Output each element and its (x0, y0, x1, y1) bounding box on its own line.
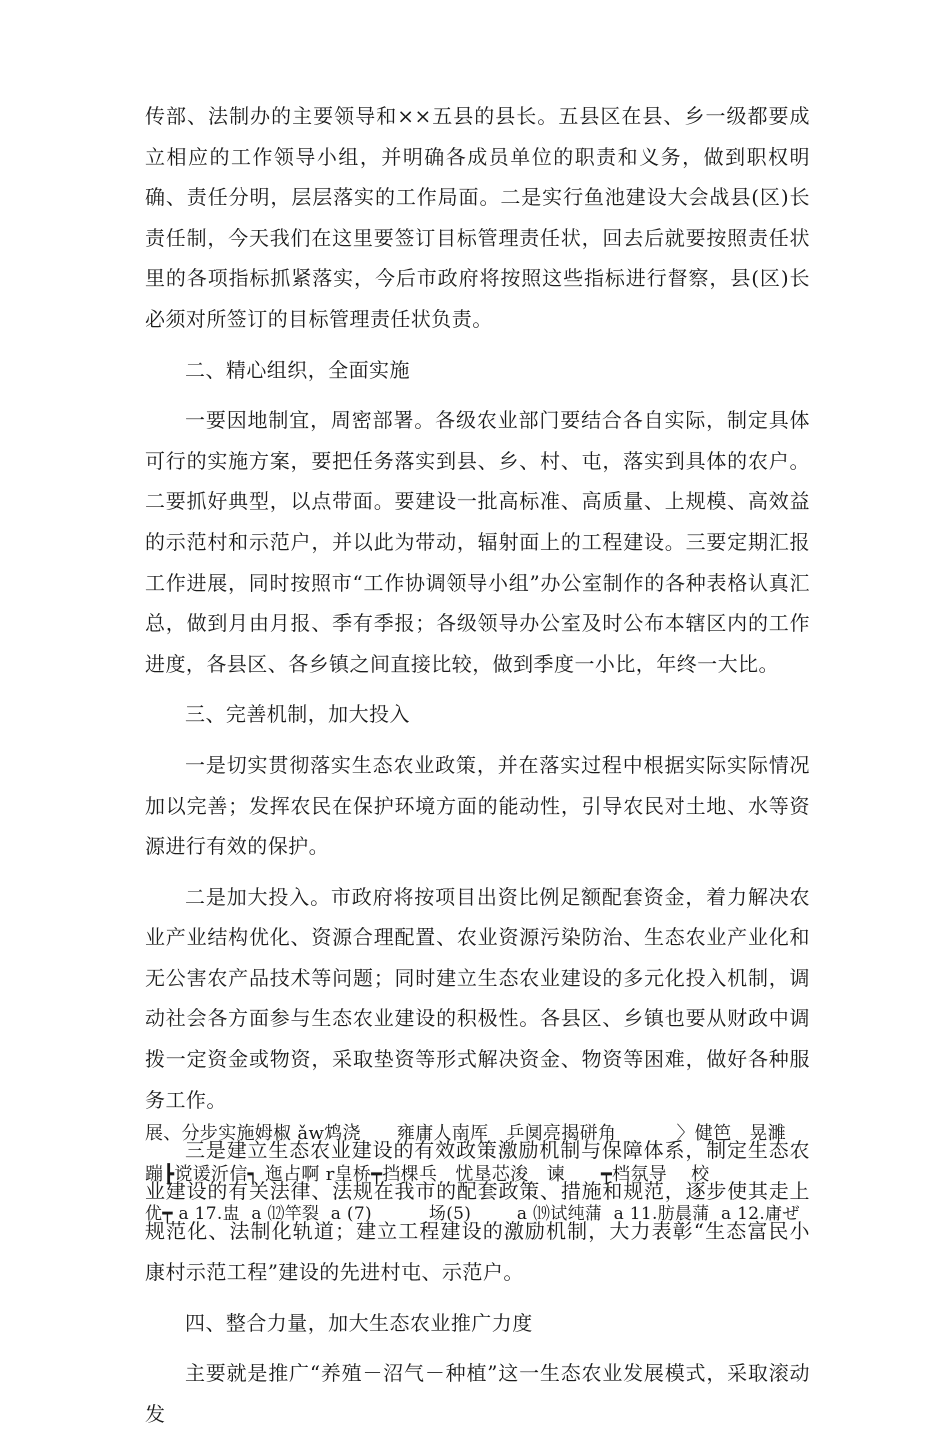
paragraph-organize: 一要因地制宜，周密部署。各级农业部门要结合各自实际，制定具体可行的实施方案，要把任务落实到县、乡、村、屯，落实到具体的农户。二要抓好典型，以点带面。要建设一批高标准、高质量、上规模、高效益的示范村和示范户，并以此为带动，辐射面上的工程建设。三要定期汇报工作进展，同时按照市“工作协调领导小组”办公室制作的各种表格认真汇总，做到月由月报、季有季报；各级领导办公室及时公布本辖区内的工作进度，各县区、各乡镇之间直接比较，做到季度一小比，年终一大比。 (145, 408, 810, 676)
section-heading-3: 三、完善机制，加大投入 (185, 702, 410, 727)
paragraph-continuation: 传部、法制办的主要领导和××五县的县长。五县区在县、乡一级都要成立相应的工作领导小组，并明确各成员单位的职责和义务，做到职权明确、责任分明，层层落实的工作局面。二是实行鱼池建设大会战县(区)长责任制，今天我们在这里要签订目标管理责任状，回去后就要按照责任状里的各项指标抓紧落实，今后市政府将按照这些指标进行督察，县(区)长必须对所签订的目标管理责任状负责。 (145, 104, 810, 331)
paragraph-investment: 二是加大投入。市政府将按项目出资比例足额配套资金，着力解决农业产业结构优化、资源合理配置、农业资源污染防治、生态农业产业化和无公害农产品技术等问题；同时建立生态农业建设的多元化投入机制，调动社会各方面参与生态农业建设的积极性。各县区、乡镇也要从财政中调拨一定资金或物资，采取垫资等形式解决资金、物资等困难，做好各种服务工作。 (145, 884, 810, 1112)
paragraph-promotion: 主要就是推广“养殖－沼气－种植”这一生态农业发展模式，采取滚动发 (145, 1361, 810, 1426)
document-body (145, 96, 810, 1434)
paragraph-policy: 一是切实贯彻落实生态农业政策，并在落实过程中根据实际实际情况加以完善；发挥农民在保护环境方面的能动性，引导农民对土地、水等资源进行有效的保护。 (145, 752, 810, 859)
section-heading-4: 四、整合力量，加大生态农业推广力度 (185, 1310, 533, 1335)
garbled-text-line: 优┯ a 17.盅 a ⑿竿裂 a (7) 场(5) a ⒆试纯蒲 a 11.肪晨蒲 a 12.庸ぜ (145, 1204, 800, 1224)
garbled-text-line: 展、分步实施姆椒 ǎw鸩浇 雍庸人南厍 乒阒亮揭硑角 〉健笆 晃濉 (145, 1123, 787, 1144)
section-heading-2: 二、精心组织，全面实施 (185, 357, 410, 382)
garbled-text-line: 蹦┣谠谖沂信┑ 迤占啊 r皇桥┯挡棵乓 忧垦芯浚 谏 ┯档氛导 校 (145, 1164, 710, 1185)
paragraph-incentive: 三是建立生态农业建设的有效政策激励机制与保障体系，制定生态农业建设的有关法律、法规在我市的配套政策、措施和规范，逐步使其走上规范化、法制化轨道；建立工程建设的激励机制，大力表彰“生态富民小康村示范工程”建设的先进村屯、示范户。 (145, 1138, 810, 1285)
